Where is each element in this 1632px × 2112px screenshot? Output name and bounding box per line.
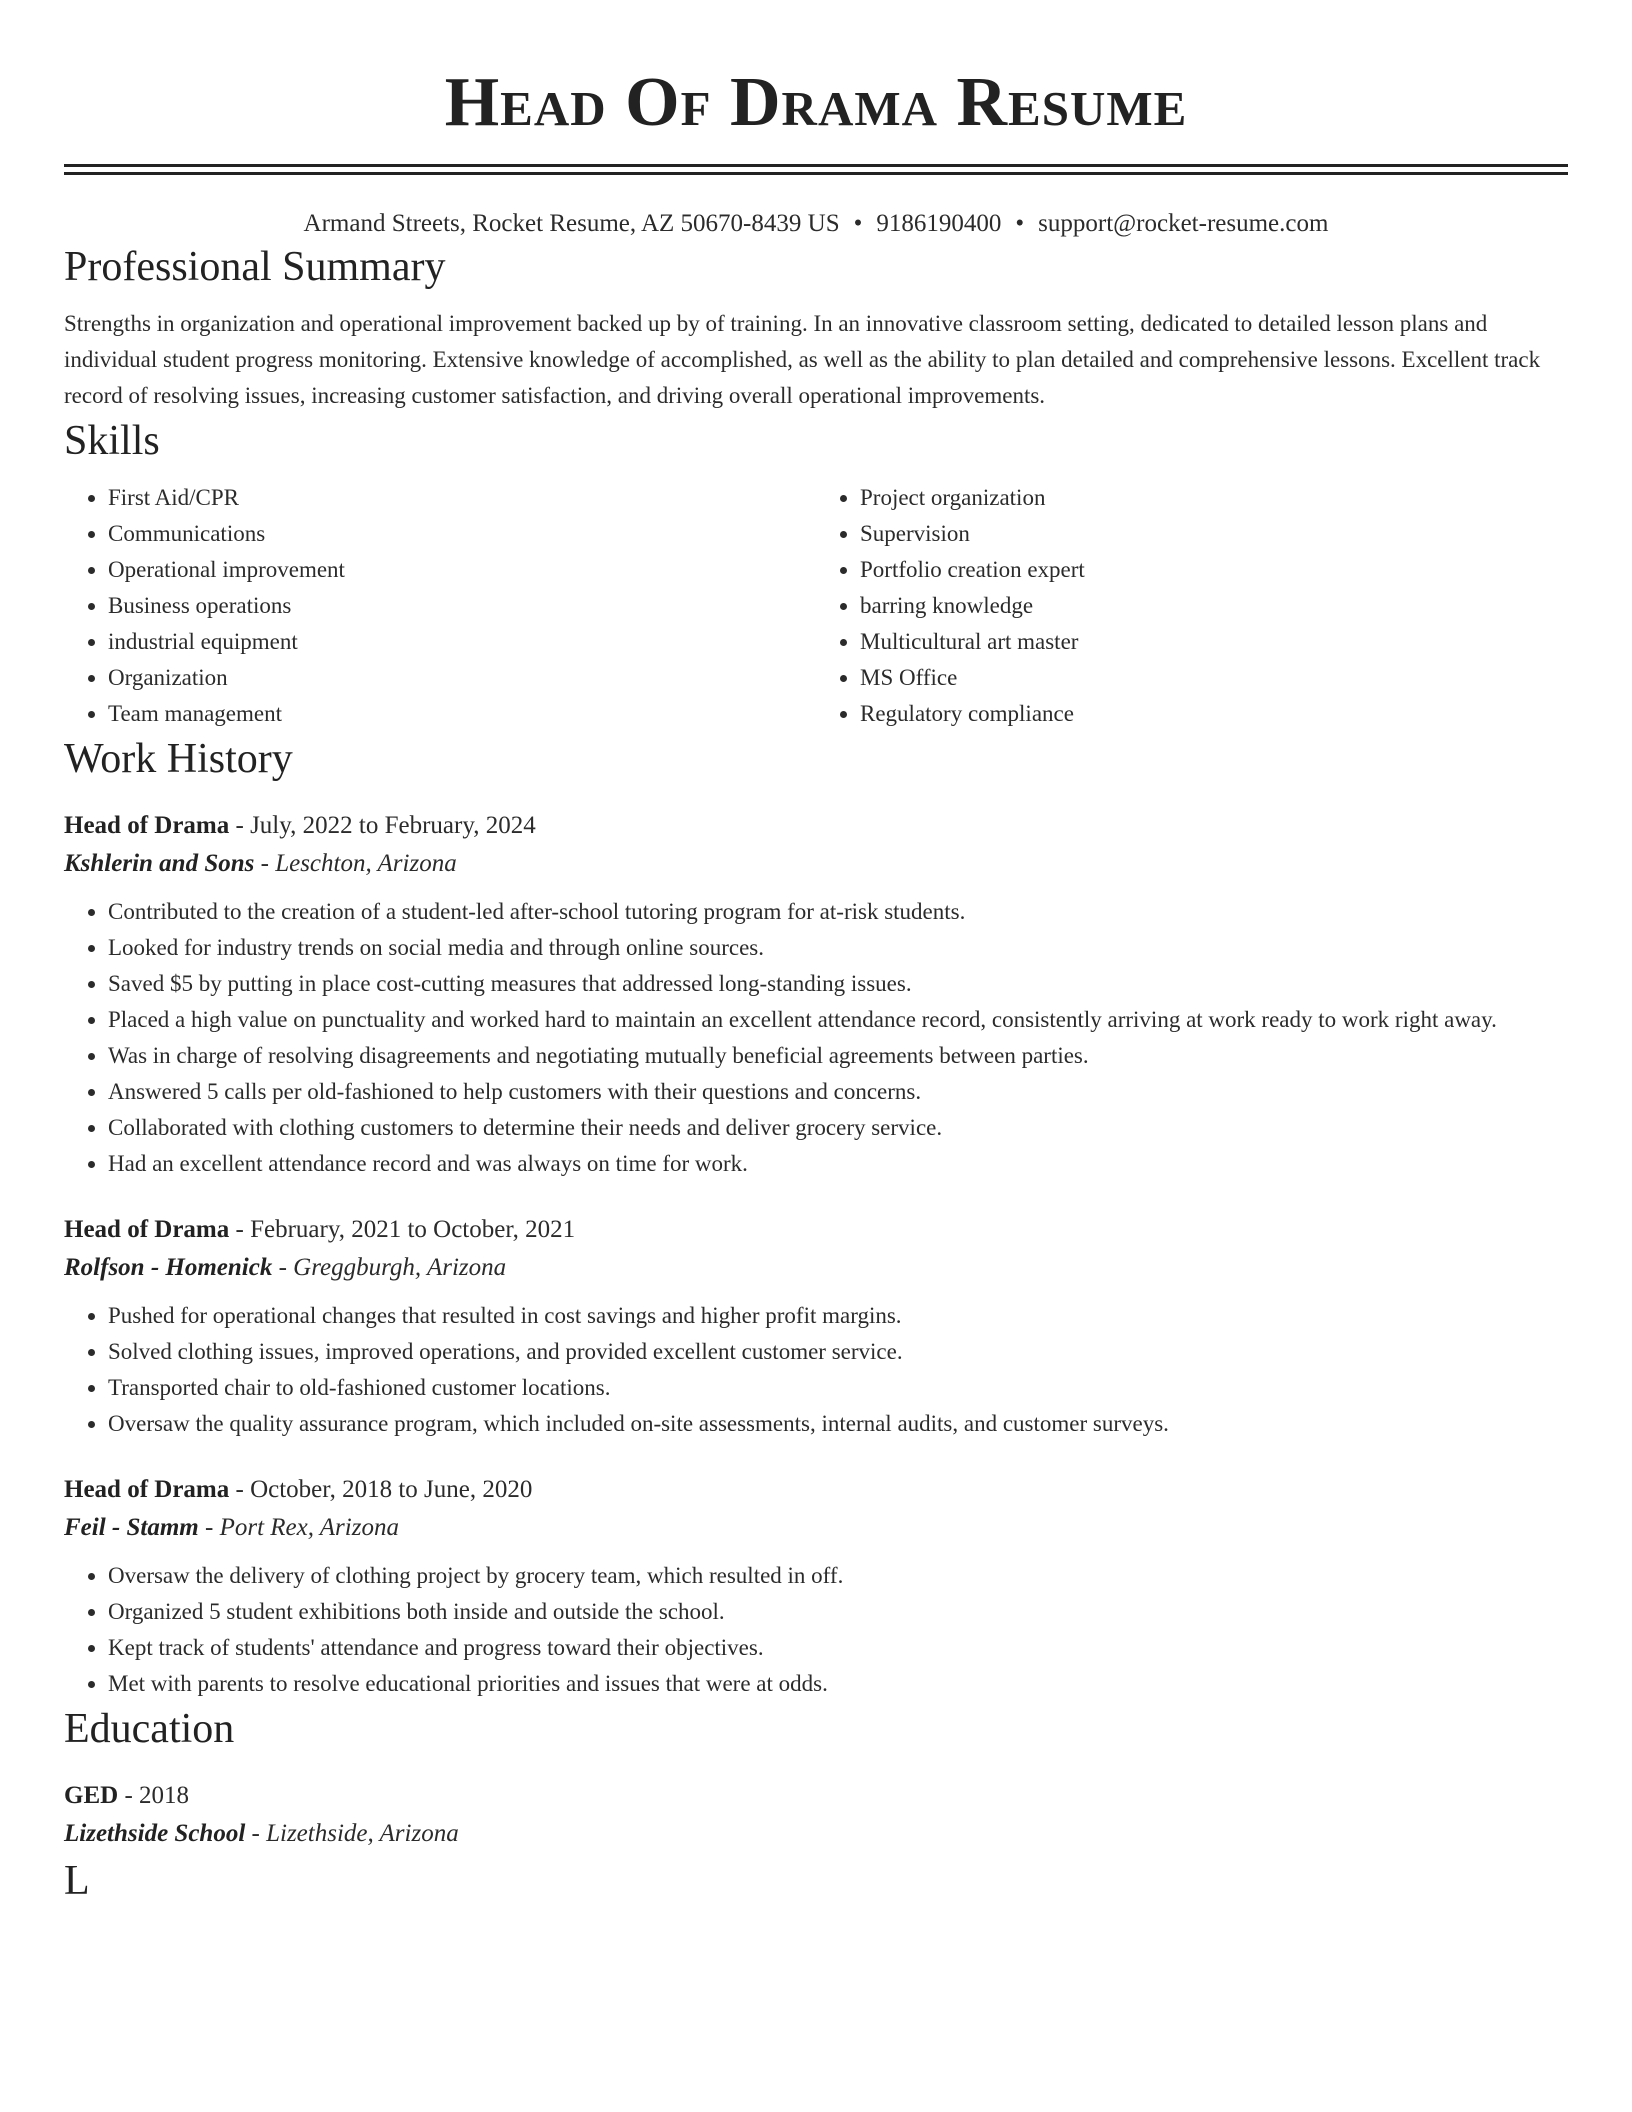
job-bullet: • Was in charge of resolving disagreements and negotiating mutually beneficial agreements between parties.	[108, 1038, 1568, 1074]
job-bullet: • Kept track of students' attendance and progress toward their objectives.	[108, 1630, 1568, 1666]
job-location: Greggburgh, Arizona	[293, 1254, 507, 1281]
job-bullet: • Contributed to the creation of a student-led after-school tutoring program for at-risk students.	[108, 894, 1568, 930]
skill-item: • Supervision	[860, 516, 1568, 552]
job-bullet: • Organized 5 student exhibitions both inside and outside the school.	[108, 1594, 1568, 1630]
next-section-heading: L	[64, 1858, 90, 1904]
skill-item: • First Aid/CPR	[108, 480, 816, 516]
job-bullet: • Pushed for operational changes that resulted in cost savings and higher profit margins.	[108, 1298, 1568, 1334]
job-bullet: • Looked for industry trends on social media and through online sources.	[108, 930, 1568, 966]
skill-item: • Operational improvement	[108, 552, 816, 588]
contact-line	[64, 208, 1568, 240]
education-school: Lizethside School	[64, 1820, 246, 1847]
job-bullet: • Oversaw the quality assurance program, which included on-site assessments, internal audits, and customer surveys.	[108, 1406, 1568, 1442]
education-location: Lizethside, Arizona	[266, 1820, 459, 1847]
skills-columns	[64, 480, 1568, 732]
job-bullets	[64, 894, 1568, 1182]
resume-title: Head Of Drama Resume	[444, 64, 1188, 141]
job-title-line: Head of Drama - July, 2022 to February, 2024	[64, 812, 536, 839]
summary-text: Strengths in organization and operational improvement backed up by of training. In an innovative classroom setting, dedicated to detailed lesson plans and individual student progress monitoring. Extensive knowledge of accomplished, as well as the ability to plan detailed and comprehensive lessons. Excellent track record of resolving issues, increasing customer satisfaction, and driving overall operational improvements.	[64, 311, 1541, 408]
job-bullet: • Met with parents to resolve educational priorities and issues that were at odds.	[108, 1666, 1568, 1702]
skill-item: • Organization	[108, 660, 816, 696]
job-dates: October, 2018 to June, 2020	[250, 1476, 533, 1503]
job-bullet: • Collaborated with clothing customers to determine their needs and deliver grocery service.	[108, 1110, 1568, 1146]
skill-item: • industrial equipment	[108, 624, 816, 660]
skill-item: • Portfolio creation expert	[860, 552, 1568, 588]
job-bullets	[64, 1558, 1568, 1702]
education-entry	[64, 1778, 1568, 1854]
education-degree: GED	[64, 1782, 119, 1809]
skills-list-right	[816, 480, 1568, 732]
job-bullet: • Oversaw the delivery of clothing project by grocery team, which resulted in off.	[108, 1558, 1568, 1594]
job-bullet: • Had an excellent attendance record and was always on time for work.	[108, 1146, 1568, 1182]
job-title: Head of Drama	[64, 1476, 230, 1503]
skill-item: • barring knowledge	[860, 588, 1568, 624]
job-bullets	[64, 1298, 1568, 1442]
job-dates: July, 2022 to February, 2024	[250, 812, 536, 839]
job-company: Kshlerin and Sons	[64, 850, 255, 877]
skill-item: • Project organization	[860, 480, 1568, 516]
job-company: Rolfson - Homenick	[64, 1254, 273, 1281]
skill-item: • MS Office	[860, 660, 1568, 696]
job-bullet: • Placed a high value on punctuality and worked hard to maintain an excellent attendance record, consistently arriving at work ready to work right away.	[108, 1002, 1568, 1038]
skills-heading: Skills	[64, 418, 160, 464]
education-heading: Education	[64, 1706, 235, 1752]
job-entry	[64, 1472, 1568, 1702]
job-entry	[64, 808, 1568, 1182]
job-company-line: Rolfson - Homenick - Greggburgh, Arizona	[64, 1254, 507, 1281]
education-degree-line: GED - 2018	[64, 1782, 190, 1809]
work-history-heading: Work History	[64, 736, 293, 782]
job-bullet: • Transported chair to old-fashioned customer locations.	[108, 1370, 1568, 1406]
contact-phone: 9186190400	[876, 210, 1002, 237]
education-school-line: Lizethside School - Lizethside, Arizona	[64, 1820, 459, 1847]
title-double-rule	[64, 164, 1568, 175]
job-dates: February, 2021 to October, 2021	[250, 1216, 576, 1243]
skill-item: • Multicultural art master	[860, 624, 1568, 660]
job-company-line: Kshlerin and Sons - Leschton, Arizona	[64, 850, 457, 877]
summary-heading: Professional Summary	[64, 244, 446, 290]
job-title-line: Head of Drama - February, 2021 to October, 2021	[64, 1216, 576, 1243]
skill-item: • Communications	[108, 516, 816, 552]
job-entry	[64, 1212, 1568, 1442]
contact-email[interactable]: support@rocket-resume.com	[1038, 210, 1329, 237]
contact-address: Armand Streets, Rocket Resume, AZ 50670-8439 US	[303, 210, 840, 237]
job-title: Head of Drama	[64, 812, 230, 839]
skill-item: • Regulatory compliance	[860, 696, 1568, 732]
job-title: Head of Drama	[64, 1216, 230, 1243]
contact-separator: •	[853, 210, 863, 237]
job-company: Feil - Stamm	[64, 1514, 199, 1541]
job-bullet: • Solved clothing issues, improved operations, and provided excellent customer service.	[108, 1334, 1568, 1370]
job-company-line: Feil - Stamm - Port Rex, Arizona	[64, 1514, 399, 1541]
skill-item: • Team management	[108, 696, 816, 732]
contact-separator: •	[1015, 210, 1025, 237]
job-title-line: Head of Drama - October, 2018 to June, 2020	[64, 1476, 533, 1503]
job-location: Port Rex, Arizona	[219, 1514, 399, 1541]
skill-item: • Business operations	[108, 588, 816, 624]
education-year: 2018	[139, 1782, 190, 1809]
job-bullet: • Saved $5 by putting in place cost-cutting measures that addressed long-standing issues.	[108, 966, 1568, 1002]
job-location: Leschton, Arizona	[275, 850, 457, 877]
skills-list-left	[64, 480, 816, 732]
job-bullet: • Answered 5 calls per old-fashioned to help customers with their questions and concerns.	[108, 1074, 1568, 1110]
